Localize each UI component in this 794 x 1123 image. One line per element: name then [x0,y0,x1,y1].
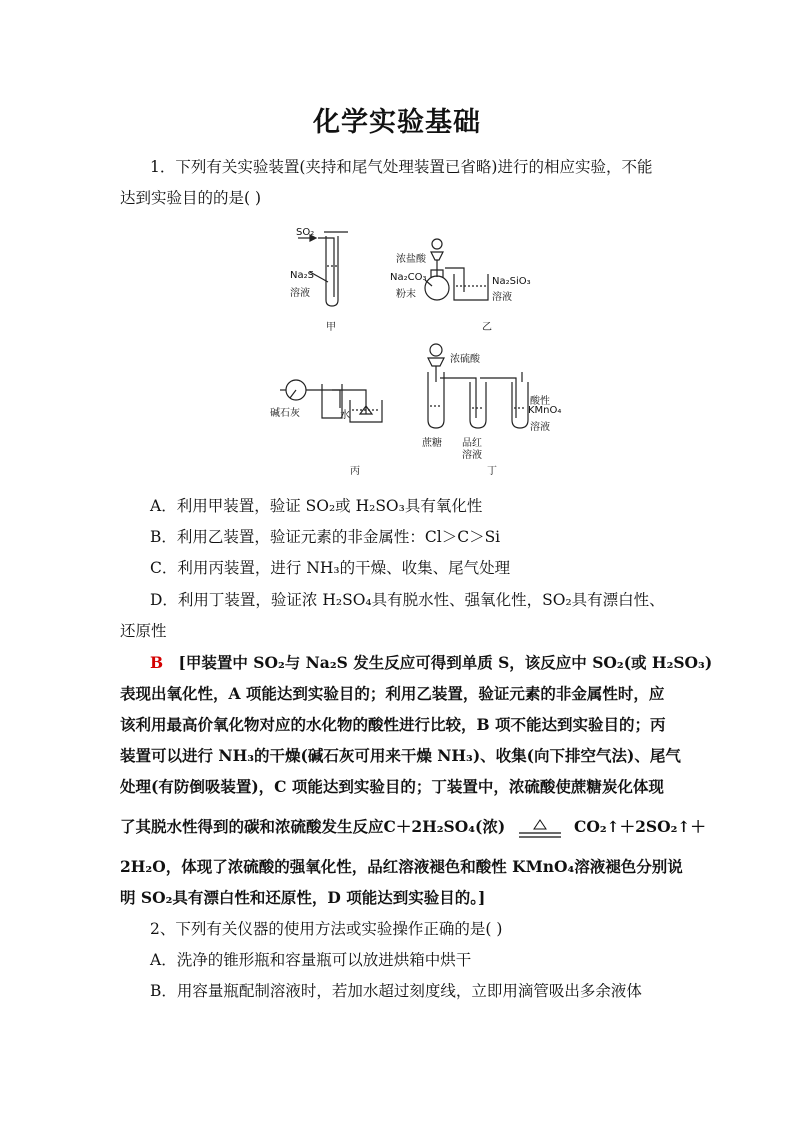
q1-stem-line2: 达到实验目的的是( ) [120,189,262,207]
ding-kmno4-label-2: KMnO₄ [528,405,562,416]
q1-option-d-line2: 还原性 [120,622,167,640]
jia-caption: 甲 [326,322,336,333]
q1-explanation-line5: 处理(有防倒吸装置)，C 项能达到实验目的；丁装置中，浓硫酸使蔗糖炭化体现 [120,777,664,796]
heating-equals-sign-icon [517,819,563,837]
yi-solid-label-1: Na₂CO₃ [390,272,427,283]
ding-caption: 丁 [487,466,497,477]
bing-absorbent-label: 碱石灰 [270,408,300,419]
q1-explanation-line4: 装置可以进行 NH₃的干燥(碱石灰可用来干燥 NH₃)、收集(向下排空气法)、尾气 [120,746,681,765]
q2-option-b: B．用容量瓶配制溶液时，若加水超过刻度线，立即用滴管吸出多余液体 [150,982,642,1000]
ding-sugar-label: 蔗糖 [422,438,442,449]
q1-equation-right: CO₂↑＋2SO₂↑＋ [574,817,706,836]
ding-kmno4-label-3: 溶液 [530,422,550,433]
q1-explanation-line3: 该利用最高价氧化物对应的水化物的酸性进行比较，B 项不能达到实验目的；丙 [120,715,666,734]
bing-caption: 丙 [350,466,360,477]
q1-option-a: A．利用甲装置，验证 SO₂或 H₂SO₃具有氧化性 [150,497,483,515]
q1-explanation-line6 [120,815,706,837]
yi-solid-label-2: 粉末 [396,289,416,300]
jia-reagent-label-1: Na₂S [290,270,314,281]
jia-reagent-label-2: 溶液 [290,288,310,299]
q1-explanation-line1 [150,651,713,673]
q1-stem-line1: 1．下列有关实验装置(夹持和尾气处理装置已省略)进行的相应实验，不能 [150,158,653,176]
q1-equation-left: 了其脱水性得到的碳和浓硫酸发生反应C＋2H₂SO₄(浓) [120,817,506,836]
q2-option-a: A．洗净的锥形瓶和容量瓶可以放进烘箱中烘干 [150,951,472,969]
bing-water-label: 水 [340,410,350,421]
ding-acid-label: 浓硫酸 [450,354,480,365]
q1-explanation-line8: 明 SO₂具有漂白性和还原性，D 项能达到实验目的。] [120,888,486,907]
yi-acid-label: 浓盐酸 [396,254,426,265]
q2-stem: 2、下列有关仪器的使用方法或实验操作正确的是( ) [150,920,503,938]
q1-option-b: B．利用乙装置，验证元素的非金属性：Cl＞C＞Si [150,528,501,546]
yi-solution-label-1: Na₂SiO₃ [492,276,531,287]
ding-pinhong-label-1: 品红 [462,438,482,449]
q1-option-c: C．利用丙装置，进行 NH₃的干燥、收集、尾气处理 [150,559,511,577]
yi-solution-label-2: 溶液 [492,292,512,303]
yi-caption: 乙 [482,322,492,333]
q1-answer-letter: B [150,653,164,672]
jia-so2-label: SO₂ [296,227,315,238]
page-title: 化学实验基础 [313,107,481,138]
ding-pinhong-label-2: 溶液 [462,450,482,461]
q1-explanation-line7: 2H₂O，体现了浓硫酸的强氧化性，品红溶液褪色和酸性 KMnO₄溶液褪色分别说 [120,857,683,876]
q1-explanation-text1: [甲装置中 SO₂与 Na₂S 发生反应可得到单质 S，该反应中 SO₂(或 H₂SO₃) [178,653,713,672]
apparatus-figure [240,222,580,482]
q1-option-d-line1: D．利用丁装置，验证浓 H₂SO₄具有脱水性、强氧化性，SO₂具有漂白性、 [150,591,665,609]
ding-kmno4-label-1: 酸性 [530,396,550,407]
q1-explanation-line2: 表现出氧化性，A 项能达到实验目的；利用乙装置，验证元素的非金属性时，应 [120,684,665,703]
